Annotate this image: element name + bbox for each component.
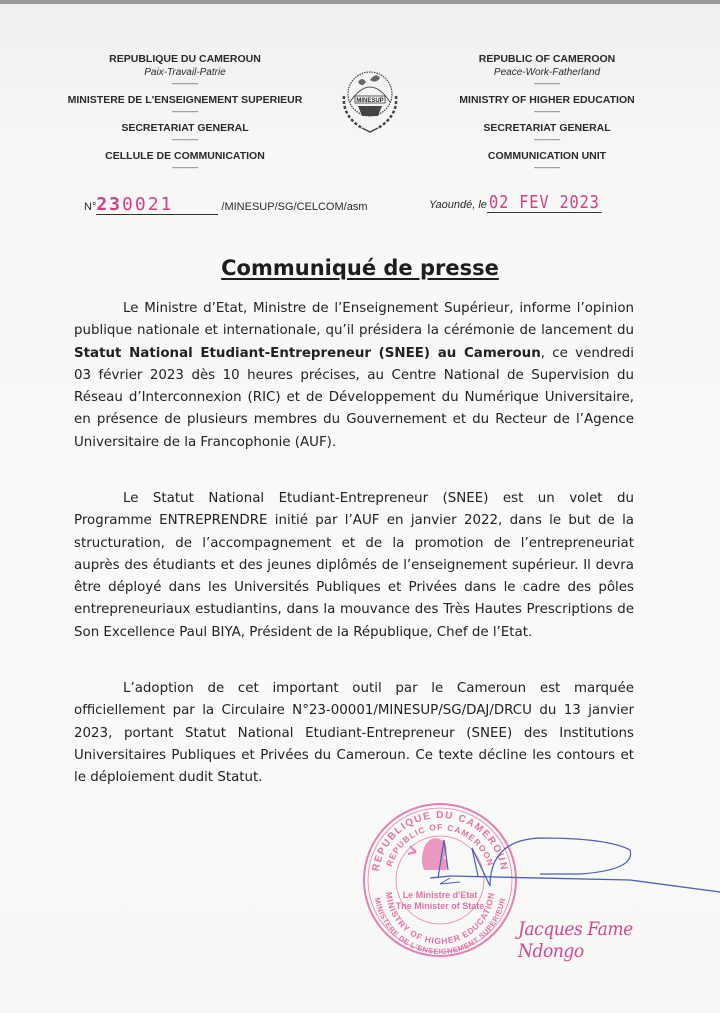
separator: ------------ — [534, 163, 560, 172]
minesup-logo — [330, 62, 410, 140]
motto-en: Peace-Work-Fatherland — [493, 67, 601, 78]
paragraph-2-text: Le Statut National Etudiant-Entrepreneur (SNEE) est un volet du Programme ENTREPRENDRE initié par l’AUF en janvier 2022, dans le but de la structuration, de l’accompagnement et de la promotion de l’entrepreneuriat auprès des étudiants et des jeunes diplômés de l’enseignement supérieur. Il devra être déployé dans les Universités Publiques et Privées dans le cadre des pôles entrepreneuriaux estudiantins, dans la mouvance des Très Hautes Prescriptions de Son Excellence Paul BIYA, Président de la République, Chef de l’Etat. — [74, 491, 634, 640]
secretariat-en: SECRETARIAT GENERAL — [483, 122, 611, 134]
reference-number-rest: 0021 — [122, 194, 174, 215]
separator: ------------ — [534, 79, 560, 88]
seal-country-en: REPUBLIC OF CAMEROON — [384, 821, 496, 868]
paragraph-1-end: , ce vendredi 03 février 2023 dès 10 heures précises, au Centre National de Supervision du Réseau d’Interconnexion (RIC) et de Développement du Numérique Universitaire, en présence de plusieurs membres du Gouvernement et du Recteur de l’Agence Universitaire de la Francophonie (AUF). — [74, 345, 634, 450]
seal-title-en: The Minister of State — [395, 901, 485, 911]
paragraph-2 — [74, 488, 634, 644]
country-en: REPUBLIC OF CAMEROON — [478, 53, 616, 65]
paragraph-1-emphasis: Statut National Etudiant-Entrepreneur (SNEE) au Cameroun — [74, 345, 541, 361]
motto-fr: Paix-Travail-Patrie — [144, 67, 226, 78]
separator: ------------ — [172, 163, 198, 172]
unit-en: COMMUNICATION UNIT — [487, 150, 607, 162]
secretariat-fr: SECRETARIAT GENERAL — [121, 122, 249, 134]
ministry-en: MINISTRY OF HIGHER EDUCATION — [459, 94, 635, 106]
separator: ------------ — [534, 107, 560, 116]
ministry-fr: MINISTERE DE L'ENSEIGNEMENT SUPERIEUR — [67, 94, 303, 106]
page-title: Communiqué de presse — [221, 256, 499, 280]
separator: ------------ — [172, 107, 198, 116]
paragraph-1 — [74, 298, 634, 454]
signatory-name: Jacques Fame Ndongo — [518, 918, 633, 962]
reference-number — [84, 196, 367, 215]
logo-text: MINESUP — [356, 98, 384, 104]
seal-country-fr: REPUBLIQUE DU CAMEROUN — [370, 809, 510, 873]
header-french — [40, 52, 330, 177]
paragraph-3-text: L’adoption de cet important outil par le Cameroun est marquée officiellement par la Circulaire N°23-00001/MINESUP/SG/DAJ/DRCU du 13 janvier 2023, portant Statut National Etudiant-Entrepreneur (SNEE) des Institutions Universitaires Publiques et Privées du Cameroun. Ce texte décline les contours et le déploiement dudit Statut. — [74, 681, 634, 786]
reference-stamp — [96, 196, 218, 215]
seal-ministry-en: MINISTRY OF HIGHER EDUCATION — [383, 891, 497, 947]
separator: ------------ — [172, 79, 198, 88]
paragraph-3 — [74, 678, 634, 789]
reference-suffix: /MINESUP/SG/CELCOM/asm — [221, 201, 368, 213]
separator: ------------ — [534, 135, 560, 144]
separator: ------------ — [172, 135, 198, 144]
unit-fr: CELLULE DE COMMUNICATION — [105, 150, 265, 162]
date-label: Yaoundé, le — [429, 199, 487, 211]
date-stamp: 02 FEV 2023 — [487, 194, 602, 213]
reference-line — [84, 188, 644, 218]
country-fr: REPUBLIQUE DU CAMEROUN — [109, 53, 261, 65]
paragraph-1-start: Le Ministre d’Etat, Ministre de l’Enseignement Supérieur, informe l’opinion publique nationale et internationale, qu’il présidera la cérémonie de lancement du — [74, 301, 634, 339]
handwritten-signature — [430, 830, 720, 930]
reference-number-bold: 23 — [96, 194, 123, 215]
seal-ministry-fr: MINISTERE DE L'ENSEIGNEMENT SUPERIEUR — [372, 896, 508, 957]
reference-prefix: N° — [84, 201, 97, 213]
seal-title-fr: Le Ministre d'Etat — [402, 890, 478, 900]
date-line — [429, 194, 622, 213]
header-english — [402, 52, 692, 177]
